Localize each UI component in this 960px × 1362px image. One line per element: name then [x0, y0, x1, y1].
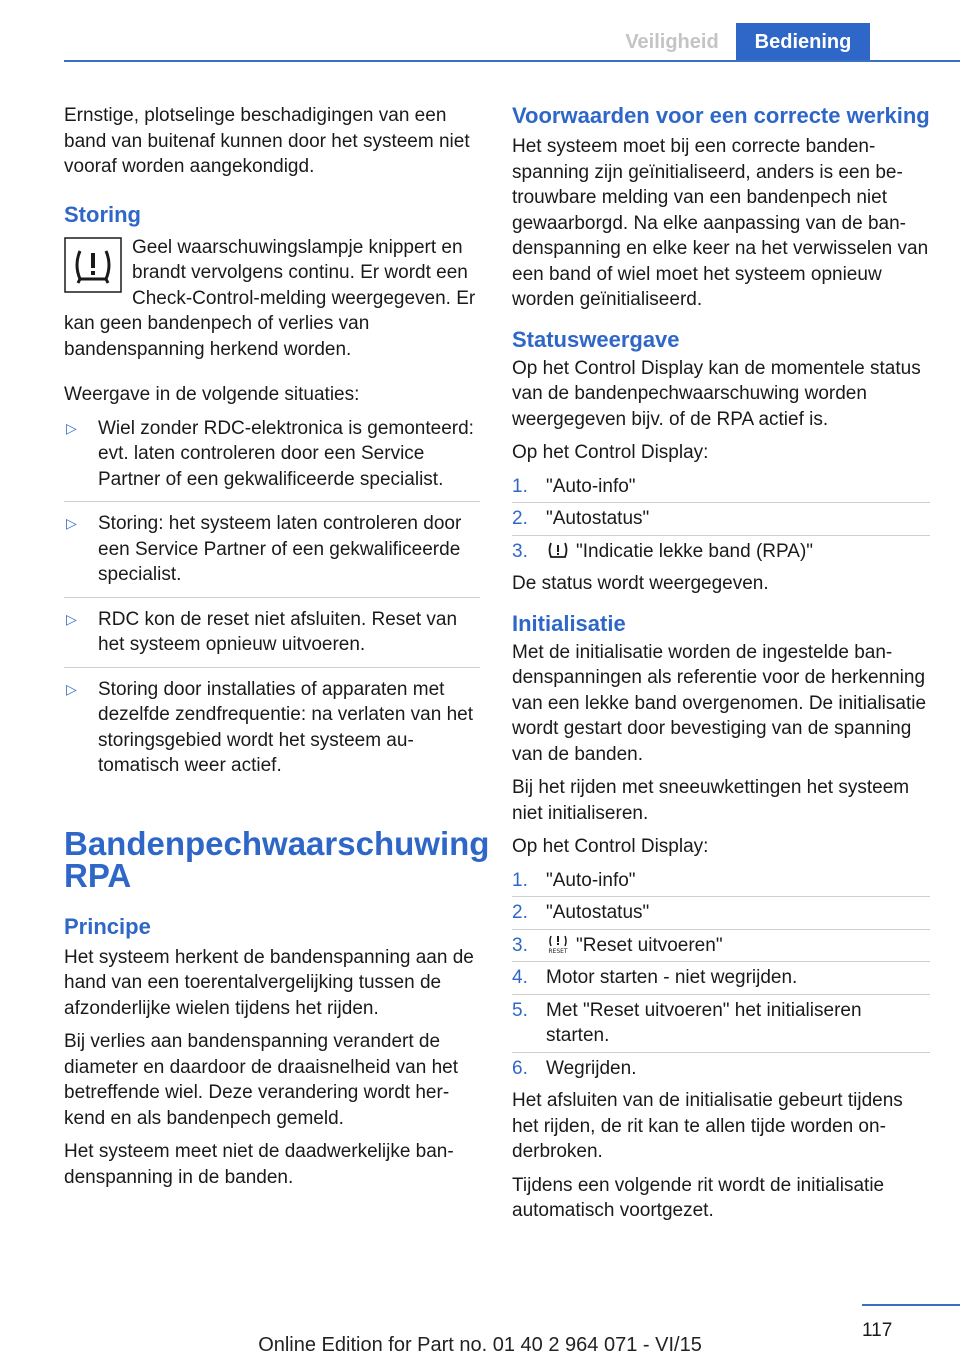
step-number: 1. [512, 869, 528, 891]
init-heading: Initialisatie [512, 610, 626, 636]
edition-footer: Online Edition for Part no. 01 40 2 964 071 - VI/15 [258, 1334, 702, 1356]
page-number: 117 [862, 1320, 893, 1341]
tab-bediening[interactable]: Bediening [736, 23, 870, 62]
step-number: 1. [512, 475, 528, 497]
step-number: 3. [512, 934, 528, 956]
principe-paragraph-2: Bij verlies aan bandenspanning verandert de diameter en daardoor de draaisnelheid van het betreffende wiel. Deze verandering wordt herkend en als bandenpech gemeld. [64, 1031, 458, 1129]
step-text: Wegrijden. [546, 1057, 637, 1079]
step-text: "Auto-info" [546, 869, 636, 891]
step-number: 6. [512, 1057, 528, 1079]
list-item [512, 868, 930, 898]
step-number: 5. [512, 999, 528, 1021]
list-item [512, 474, 930, 504]
status-after: De status wordt weergegeven. [512, 573, 769, 594]
list-item [512, 506, 930, 536]
storing-text: Geel waarschuwingslampje knippert en brandt vervolgens continu. Er wordt een Check-Control-melding weergegeven. Er kan geen bandenpech of verlies van bandenspanning herkend worden. [64, 236, 476, 360]
list-item [512, 900, 930, 930]
list-item [512, 933, 930, 963]
step-number: 3. [512, 540, 528, 562]
step-text: "Autostatus" [546, 508, 650, 529]
init-paragraph-4: Tijdens een volgende rit wordt de initialisatie automatisch voortgezet. [512, 1174, 885, 1221]
list-item-text: Storing door installaties of apparaten met dezelfde zendfrequentie: na verlaten van het storingsgebied wordt het systeem automatisch weer actief. [98, 678, 473, 776]
principe-paragraph-3: Het systeem meet niet de daadwerkelijke bandenspanning in de banden. [64, 1141, 454, 1188]
right-column [512, 103, 930, 1232]
voorwaarden-heading: Voorwaarden voor een correcte werking [512, 103, 930, 128]
step-text: "Indicatie lekke band (RPA)" [576, 540, 814, 562]
tab-veiligheid[interactable]: Veiligheid [625, 31, 719, 53]
step-number: 2. [512, 902, 528, 923]
step-number: 2. [512, 508, 528, 529]
init-steps [512, 868, 930, 1085]
init-paragraph-3: Het afsluiten van de initialisatie gebeurt tijdens het rijden, de rit kan te allen tijde worden onderbroken. [512, 1090, 903, 1162]
svg-text:RESET: RESET [548, 947, 568, 954]
step-text: Met "Reset uitvoeren" het initialiseren starten. [546, 999, 862, 1046]
status-steps [512, 474, 930, 568]
list-item-text: Wiel zonder RDC-elektronica is gemonteerd: evt. laten controleren door een Service Partner of een gekwalificeerde specialist. [98, 417, 474, 490]
triangle-right-icon: ▷ [66, 515, 77, 531]
init-control-display: Op het Control Display: [512, 836, 709, 857]
tire-warning-small-icon [546, 540, 570, 560]
left-column [64, 103, 490, 1198]
init-paragraph-2: Bij het rijden met sneeuwkettingen het systeem niet initialiseren. [512, 777, 910, 824]
storing-block [64, 235, 480, 371]
list-item [512, 539, 930, 568]
list-item [64, 677, 480, 788]
triangle-right-icon: ▷ [66, 610, 77, 627]
step-text: "Reset uitvoeren" [576, 934, 723, 956]
list-item [64, 607, 480, 668]
triangle-right-icon: ▷ [66, 680, 77, 697]
step-number: 4. [512, 967, 528, 988]
situations-list [64, 416, 480, 788]
principe-heading: Principe [64, 913, 151, 939]
header-rule [64, 60, 960, 62]
storing-heading: Storing [64, 201, 141, 227]
list-item-text: Storing: het systeem laten controleren door een Service Partner of een gekwalificeerde specialist. [98, 513, 462, 585]
list-item [512, 998, 930, 1053]
triangle-right-icon: ▷ [66, 419, 77, 436]
list-item [64, 511, 480, 598]
tire-pressure-warning-icon [64, 237, 122, 293]
list-item [64, 416, 480, 503]
step-text: "Auto-info" [546, 475, 636, 497]
situations-intro: Weergave in de volgende situaties: [64, 384, 360, 405]
step-text: "Autostatus" [546, 902, 650, 923]
intro-paragraph: Ernstige, plotselinge beschadigingen van een band van buitenaf kunnen door het systeem niet vooraf worden aangekondigd. [64, 105, 470, 177]
voorwaarden-paragraph: Het systeem moet bij een correcte bandenspanning zijn geïnitialiseerd, anders is een betrouwbare melding van een bandenpech niet gewaarborgd. Na elke aanpassing van de bandenspanning en elke keer na het verwisselen van een band of wiel moet het systeem opnieuw worden geïnitialiseerd. [512, 136, 929, 310]
list-item [512, 1056, 930, 1085]
status-heading: Statusweergave [512, 326, 680, 352]
status-paragraph: Op het Control Display kan de momentele status van de bandenpechwaarschuwing worden weergegeven bijv. of de RPA actief is. [512, 357, 921, 430]
status-control-display: Op het Control Display: [512, 442, 709, 463]
footer-rule [862, 1304, 960, 1306]
section-title: Bandenpechwaarschuwing RPA [64, 824, 490, 894]
step-text: Motor starten - niet wegrijden. [546, 967, 798, 988]
list-item [512, 965, 930, 995]
init-paragraph-1: Met de initialisatie worden de ingestelde bandenspanningen als referentie voor de herkenning van een lekke band overgenomen. De initialisatie wordt gestart door bevestiging van de spanning van de banden. [512, 641, 927, 765]
principe-paragraph-1: Het systeem herkent de bandenspanning aan de hand van een toerentalvergelijking tussen de afzonderlijke wielen tijdens het rijden. [64, 946, 474, 1019]
reset-icon [546, 934, 570, 954]
list-item-text: RDC kon de reset niet afsluiten. Reset van het systeem opnieuw uitvoeren. [98, 608, 458, 655]
